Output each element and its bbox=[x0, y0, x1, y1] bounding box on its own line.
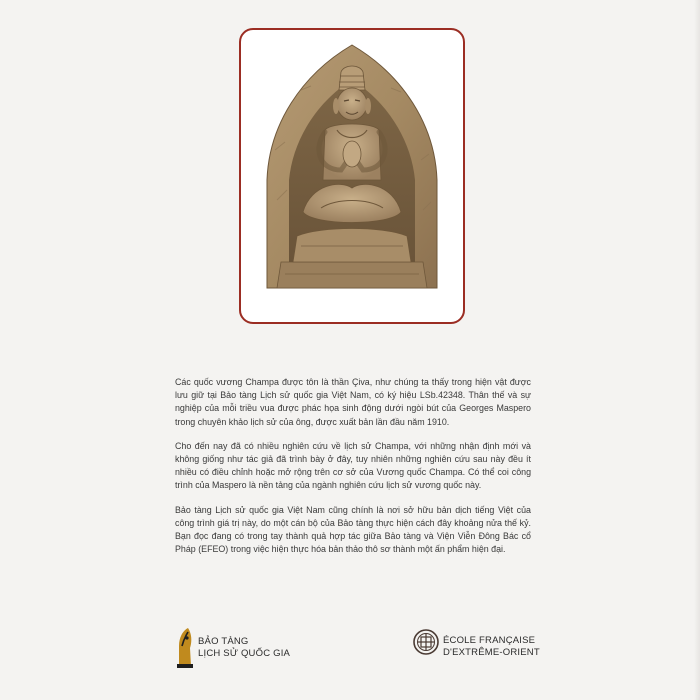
efeo-name-line1: ÉCOLE FRANÇAISE bbox=[443, 635, 536, 646]
museum-logo bbox=[174, 626, 374, 676]
page-edge-shadow bbox=[694, 0, 700, 700]
sculpture-photo-frame bbox=[239, 28, 465, 324]
paragraph-3: Bảo tàng Lịch sử quốc gia Việt Nam cũng chính là nơi sở hữu bản dịch tiếng Việt của công trình giá trị này, do một cán bộ của Bảo tàng thực hiện cách đây khoảng nửa thế kỷ. Bạn đọc đang có trong tay thành quả hợp tác giữa Bảo tàng và Viện Viễn Đông Bác cổ Pháp (EFEO) trong việc hiện thực hóa bản thảo thô sơ thành một ấn phẩm hiện đại. bbox=[175, 504, 531, 555]
museum-name-line2: LỊCH SỬ QUỐC GIA bbox=[198, 648, 291, 659]
shiva-relief-image bbox=[241, 30, 463, 322]
museum-name-line1: BẢO TÀNG bbox=[198, 636, 249, 647]
paragraph-2: Cho đến nay đã có nhiều nghiên cứu về lịch sử Champa, với những nhận định mới và không giống như tác giả đã trình bày ở đây, tuy nhiên những nghiên cứu sau này đều ít nhiều có điều chỉnh hoặc mở rộng trên cơ sở của Vương quốc Champa. Có thể coi công trình của Maspero là nền tảng của ngành nghiên cứu lịch sử vương quốc này. bbox=[175, 440, 531, 491]
efeo-logo bbox=[412, 626, 562, 676]
body-text bbox=[175, 376, 531, 567]
efeo-seal-icon bbox=[412, 626, 440, 658]
paragraph-1: Các quốc vương Champa được tôn là thần Çiva, như chúng ta thấy trong hiện vật được lưu giữ tại Bảo tàng Lịch sử quốc gia Việt Nam, có ký hiệu LSb.42348. Thân thế và sự nghiệp của mỗi triều vua được phác họa sinh động dưới ngòi bút của Georges Maspero trong chuyên khảo lịch sử của ông, được xuất bản lần đầu năm 1910. bbox=[175, 377, 531, 427]
efeo-name-line2: D'EXTRÊME-ORIENT bbox=[443, 647, 540, 658]
museum-logo-icon bbox=[174, 626, 196, 670]
